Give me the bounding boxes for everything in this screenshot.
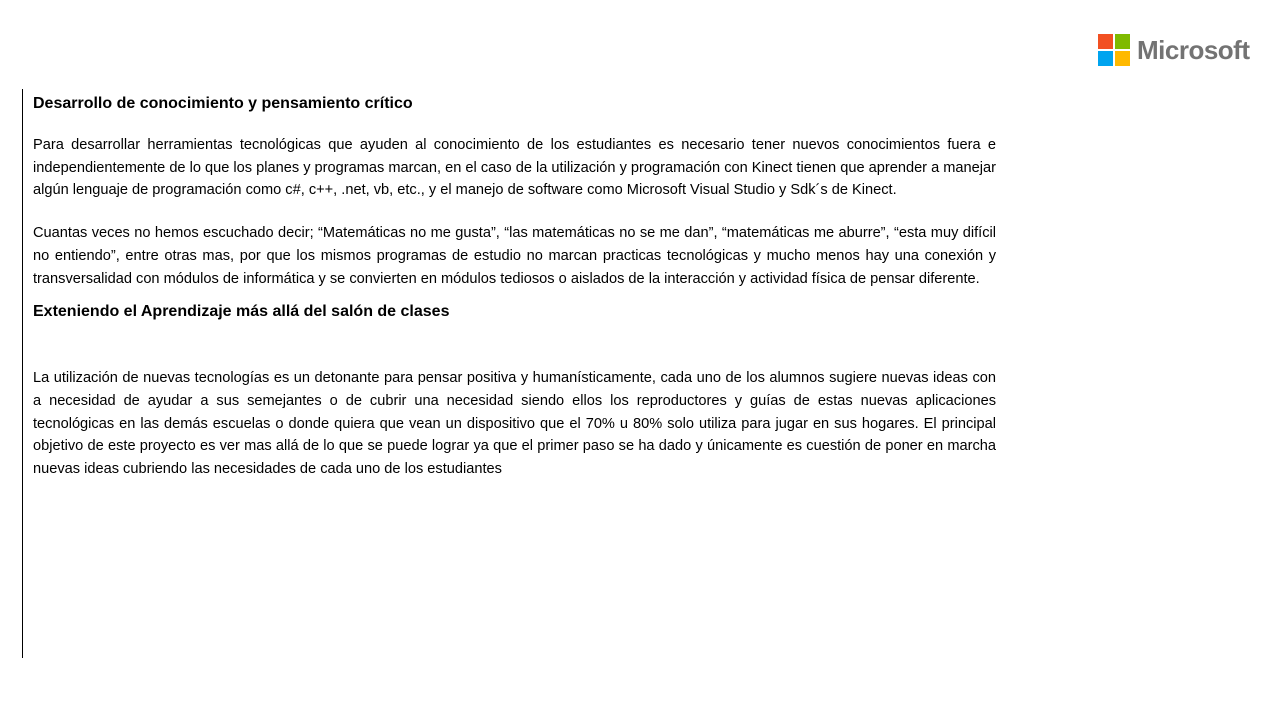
logo-square-yellow [1115, 51, 1130, 66]
logo-square-green [1115, 34, 1130, 49]
microsoft-logo-icon [1098, 34, 1130, 66]
left-divider-line [22, 89, 23, 658]
paragraph-nuevas-tecnologias: La utilización de nuevas tecnologías es un detonante para pensar positiva y humanísticamente, cada uno de los alumnos sugiere nuevas ideas con a necesidad de ayudar a sus semejantes o de cubrir una necesidad siendo ellos los reproductores y guías de estas nuevas aplicaciones tecnológicas en las demás escuelas o donde quiera que vean un dispositivo que el 70% u 80% solo utiliza para jugar en sus hogares. El principal objetivo de este proyecto es ver mas allá de lo que se puede lograr ya que el primer paso se ha dado y únicamente es cuestión de poner en marcha nuevas ideas cubriendo las necesidades de cada uno de los estudiantes [33, 370, 996, 478]
paragraph-matematicas: Cuantas veces no hemos escuchado decir; “Matemáticas no me gusta”, “las matemáticas no se me dan”, “matemáticas me aburre”, “esta muy difícil no entiendo”, entre otras mas, por que los mismos programas de estudio no marcan practicas tecnológicas y mucho menos hay una conexión y transversalidad con módulos de informática y se convierten en módulos tediosos o aislados de la interacción y actividad física de pensar diferente. [33, 225, 996, 287]
section-heading-conocimiento: Desarrollo de conocimiento y pensamiento crítico [33, 95, 413, 112]
section-heading-aprendizaje: Exteniendo el Aprendizaje más allá del salón de clases [33, 303, 450, 321]
document-body [33, 92, 996, 481]
logo-square-blue [1098, 51, 1113, 66]
paragraph-herramientas: Para desarrollar herramientas tecnológicas que ayuden al conocimiento de los estudiantes es necesario tener nuevos conocimientos fuera e independientemente de lo que los planes y programas marcan, en el caso de la utilización y programación con Kinect tienen que aprender a manejar algún lenguaje de programación como c#, c++, .net, vb, etc., y el manejo de software como Microsoft Visual Studio y Sdk´s de Kinect. [33, 137, 996, 199]
logo-square-red [1098, 34, 1113, 49]
logo-wordmark: Microsoft [1137, 35, 1250, 65]
microsoft-logo [1098, 33, 1258, 67]
